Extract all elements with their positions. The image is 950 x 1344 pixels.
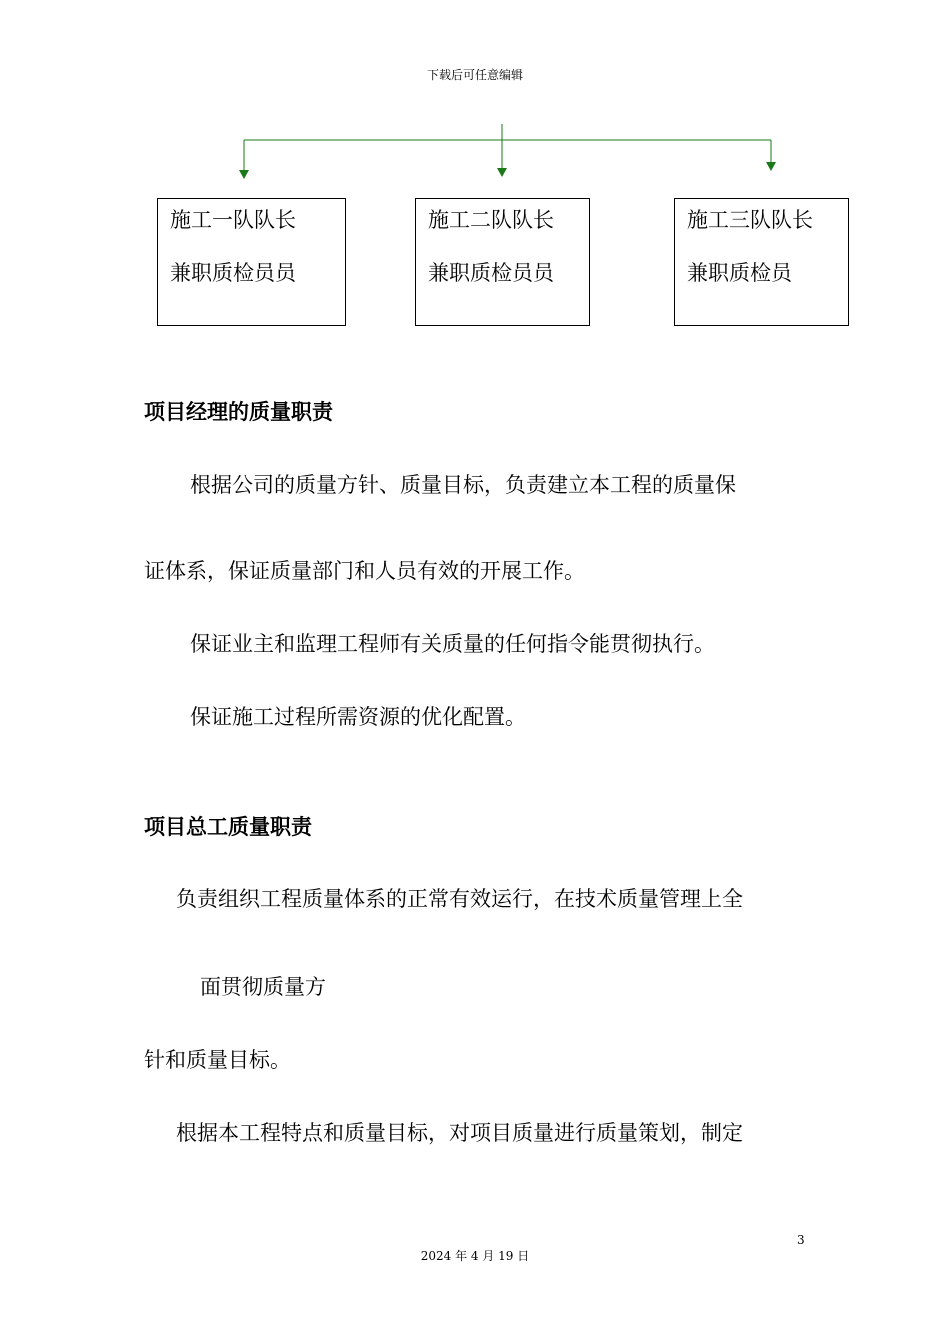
- org-box-subtitle: 兼职质检员员: [428, 261, 554, 285]
- org-box-team-1: [157, 198, 346, 326]
- footer-date: 2024 年 4 月 19 日: [420, 1249, 530, 1263]
- page-number: 3: [797, 1233, 805, 1247]
- paragraph-line: 根据公司的质量方针、质量目标，负责建立本工程的质量保: [190, 473, 736, 497]
- org-box-title: 施工一队队长: [170, 208, 296, 232]
- header-note: 下载后可任意编辑: [426, 68, 523, 82]
- org-box-subtitle: 兼职质检员员: [170, 261, 296, 285]
- paragraph-line: 证体系，保证质量部门和人员有效的开展工作。: [144, 559, 585, 583]
- paragraph-line: 根据本工程特点和质量目标，对项目质量进行质量策划，制定: [176, 1121, 743, 1145]
- org-box-title: 施工三队队长: [687, 208, 813, 232]
- paragraph-line: 保证施工过程所需资源的优化配置。: [190, 705, 526, 729]
- paragraph-line: 面贯彻质量方: [200, 975, 326, 999]
- org-box-team-2: [415, 198, 590, 326]
- org-box-title: 施工二队队长: [428, 208, 554, 232]
- section-heading: 项目总工质量职责: [144, 815, 312, 839]
- arrow-down-icon: [239, 170, 249, 179]
- arrow-down-icon: [497, 168, 507, 177]
- paragraph-line: 针和质量目标。: [144, 1048, 291, 1072]
- org-box-subtitle: 兼职质检员: [687, 261, 792, 285]
- org-box-team-3: [674, 198, 849, 326]
- arrow-down-icon: [766, 162, 776, 171]
- paragraph-line: 保证业主和监理工程师有关质量的任何指令能贯彻执行。: [190, 632, 715, 656]
- org-chart-connectors: [0, 0, 950, 200]
- section-heading: 项目经理的质量职责: [144, 400, 333, 424]
- paragraph-line: 负责组织工程质量体系的正常有效运行，在技术质量管理上全: [176, 887, 743, 911]
